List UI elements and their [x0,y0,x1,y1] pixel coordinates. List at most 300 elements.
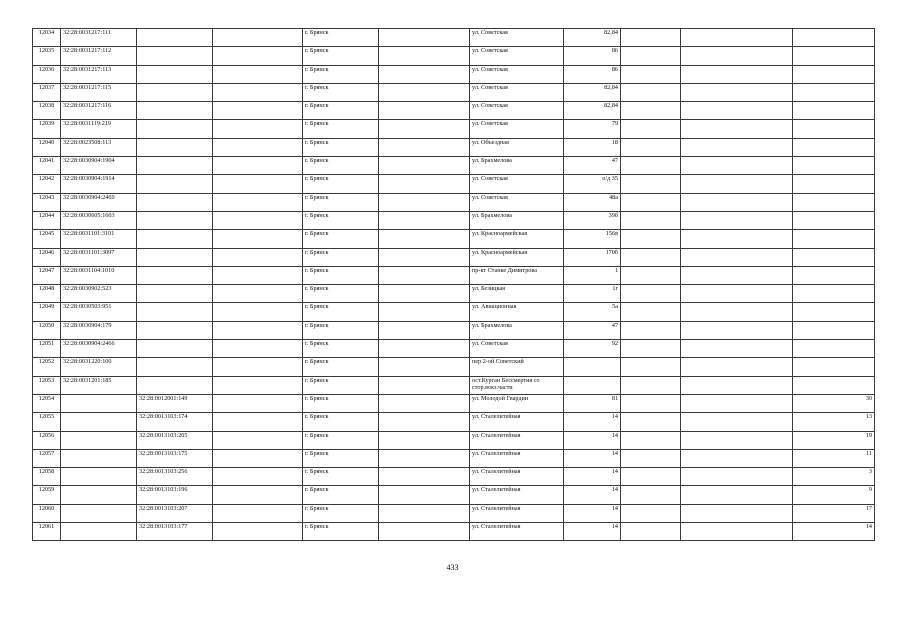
table-row [33,358,875,376]
cadastral-number-a-cell [61,431,137,449]
city-cell: г. Брянск [303,376,379,394]
table-row [33,504,875,522]
blank-cell-a [213,449,303,467]
cadastral-number-a-cell: 32:28:0031220:100 [61,358,137,376]
street-cell: ул. Молодой Гвардии [470,394,564,412]
cadastral-number-b-cell: 32:28:0013103:177 [137,523,213,541]
table-row [33,468,875,486]
street-cell: ул. Безицкая [470,285,564,303]
house-number-cell: 82,84 [564,83,621,101]
street-cell: ул. Сталелитейная [470,486,564,504]
row-number-cell: 12050 [33,321,61,339]
blank-cell-c [621,83,681,101]
table-row [33,340,875,358]
cadastral-number-a-cell: 32:28:0031217:111 [61,29,137,47]
street-cell: ост.Курган Бессмертия со стор.вокз.части [470,376,564,394]
blank-cell-c [621,65,681,83]
table-row [33,65,875,83]
blank-cell-b [379,303,470,321]
blank-cell-a [213,102,303,120]
city-cell: г. Брянск [303,65,379,83]
city-cell: г. Брянск [303,486,379,504]
row-number-cell: 12058 [33,468,61,486]
city-cell: г. Брянск [303,211,379,229]
blank-cell-d [681,449,793,467]
cadastral-number-a-cell: 32:28:0030503:951 [61,303,137,321]
table-row [33,157,875,175]
unit-number-cell [793,83,875,101]
unit-number-cell [793,211,875,229]
blank-cell-b [379,449,470,467]
street-cell: ул. Советская [470,193,564,211]
table-row [33,138,875,156]
row-number-cell: 12051 [33,340,61,358]
city-cell: г. Брянск [303,230,379,248]
unit-number-cell: 13 [793,413,875,431]
blank-cell-b [379,321,470,339]
table-row [33,193,875,211]
cadastral-number-a-cell: 32:28:0031217:116 [61,102,137,120]
blank-cell-a [213,120,303,138]
city-cell: г. Брянск [303,523,379,541]
page-number: 433 [446,563,459,572]
unit-number-cell: 11 [793,449,875,467]
street-cell: пер 2-ой Советский [470,358,564,376]
blank-cell-b [379,431,470,449]
unit-number-cell [793,266,875,284]
street-cell: ул. Советская [470,83,564,101]
unit-number-cell [793,376,875,394]
house-number-cell: 14 [564,486,621,504]
house-number-cell: о/д 35 [564,175,621,193]
table-row [33,376,875,394]
street-cell: ул. Брахмелова [470,211,564,229]
blank-cell-c [621,285,681,303]
row-number-cell: 12042 [33,175,61,193]
blank-cell-b [379,102,470,120]
cadastral-number-a-cell [61,486,137,504]
blank-cell-c [621,303,681,321]
blank-cell-c [621,340,681,358]
cadastral-number-b-cell [137,358,213,376]
street-cell: ул. Советская [470,47,564,65]
street-cell: ул. Брахмелова [470,321,564,339]
table-row [33,285,875,303]
blank-cell-b [379,358,470,376]
row-number-cell: 12047 [33,266,61,284]
house-number-cell: 14 [564,504,621,522]
blank-cell-c [621,175,681,193]
street-cell: ул. Красноармейская [470,248,564,266]
blank-cell-a [213,486,303,504]
row-number-cell: 12049 [33,303,61,321]
street-cell: ул. Сталелитейная [470,468,564,486]
blank-cell-c [621,193,681,211]
table-row [33,47,875,65]
cadastral-number-b-cell: 32:28:0013103:196 [137,486,213,504]
blank-cell-d [681,358,793,376]
row-number-cell: 12043 [33,193,61,211]
blank-cell-d [681,340,793,358]
city-cell: г. Брянск [303,138,379,156]
street-cell: ул. Советская [470,340,564,358]
blank-cell-c [621,504,681,522]
blank-cell-c [621,486,681,504]
blank-cell-d [681,175,793,193]
blank-cell-d [681,248,793,266]
table-row [33,486,875,504]
blank-cell-a [213,376,303,394]
house-number-cell: 82,84 [564,29,621,47]
city-cell: г. Брянск [303,504,379,522]
unit-number-cell: 17 [793,504,875,522]
blank-cell-b [379,47,470,65]
blank-cell-a [213,394,303,412]
blank-cell-d [681,376,793,394]
table-row [33,431,875,449]
row-number-cell: 12037 [33,83,61,101]
blank-cell-d [681,102,793,120]
cadastral-number-b-cell: 32:28:0013103:205 [137,431,213,449]
city-cell: г. Брянск [303,248,379,266]
table-row [33,83,875,101]
unit-number-cell [793,358,875,376]
street-cell: ул. Советская [470,65,564,83]
table-row [33,449,875,467]
blank-cell-b [379,175,470,193]
blank-cell-b [379,340,470,358]
cadastral-number-a-cell: 32:28:0031217:113 [61,65,137,83]
house-number-cell: 81 [564,394,621,412]
cadastral-number-a-cell: 32:28:0031201:185 [61,376,137,394]
blank-cell-d [681,321,793,339]
cadastral-number-b-cell [137,376,213,394]
unit-number-cell [793,303,875,321]
row-number-cell: 12041 [33,157,61,175]
unit-number-cell [793,102,875,120]
house-number-cell: 18 [564,138,621,156]
cadastral-number-a-cell: 32:28:0030904:179 [61,321,137,339]
blank-cell-b [379,65,470,83]
house-number-cell: 14 [564,449,621,467]
table-row [33,120,875,138]
blank-cell-b [379,285,470,303]
blank-cell-a [213,340,303,358]
cadastral-number-a-cell: 32:28:0031217:112 [61,47,137,65]
cadastral-number-b-cell [137,175,213,193]
street-cell: пр-кт Станке Димитрова [470,266,564,284]
row-number-cell: 12060 [33,504,61,522]
house-number-cell: 79 [564,120,621,138]
house-number-cell: 156в [564,230,621,248]
city-cell: г. Брянск [303,449,379,467]
cadastral-number-a-cell [61,413,137,431]
blank-cell-c [621,157,681,175]
house-number-cell: 14 [564,431,621,449]
cadastral-number-b-cell [137,230,213,248]
street-cell: ул. Сталелитейная [470,449,564,467]
city-cell: г. Брянск [303,303,379,321]
blank-cell-c [621,523,681,541]
blank-cell-a [213,431,303,449]
cadastral-number-a-cell: 32:28:0031101:3097 [61,248,137,266]
street-cell: ул. Объездная [470,138,564,156]
registry-table-body [33,29,875,541]
blank-cell-b [379,193,470,211]
house-number-cell [564,358,621,376]
row-number-cell: 12035 [33,47,61,65]
cadastral-number-a-cell: 32:28:0030904:1914 [61,175,137,193]
row-number-cell: 12056 [33,431,61,449]
blank-cell-b [379,83,470,101]
city-cell: г. Брянск [303,47,379,65]
blank-cell-a [213,248,303,266]
table-row [33,266,875,284]
cadastral-number-a-cell: 32:28:0031104:1010 [61,266,137,284]
city-cell: г. Брянск [303,431,379,449]
row-number-cell: 12054 [33,394,61,412]
blank-cell-a [213,358,303,376]
street-cell: ул. Сталелитейная [470,523,564,541]
blank-cell-c [621,468,681,486]
house-number-cell: 48а [564,193,621,211]
blank-cell-d [681,230,793,248]
blank-cell-b [379,120,470,138]
street-cell: ул. Советская [470,29,564,47]
blank-cell-b [379,248,470,266]
row-number-cell: 12061 [33,523,61,541]
blank-cell-b [379,211,470,229]
blank-cell-d [681,303,793,321]
cadastral-number-a-cell: 32:28:0031119:219 [61,120,137,138]
cadastral-number-a-cell [61,523,137,541]
registry-table [32,28,875,541]
city-cell: г. Брянск [303,413,379,431]
blank-cell-a [213,413,303,431]
city-cell: г. Брянск [303,193,379,211]
blank-cell-d [681,138,793,156]
row-number-cell: 12040 [33,138,61,156]
street-cell: ул. Советская [470,102,564,120]
blank-cell-d [681,29,793,47]
house-number-cell: 1 [564,266,621,284]
table-row [33,303,875,321]
blank-cell-c [621,138,681,156]
street-cell: ул. Советская [470,175,564,193]
cadastral-number-a-cell: 32:28:0030904:2466 [61,340,137,358]
blank-cell-a [213,303,303,321]
blank-cell-d [681,120,793,138]
blank-cell-b [379,29,470,47]
blank-cell-c [621,431,681,449]
house-number-cell: 86 [564,47,621,65]
blank-cell-c [621,120,681,138]
blank-cell-c [621,29,681,47]
blank-cell-c [621,266,681,284]
city-cell: г. Брянск [303,358,379,376]
unit-number-cell: 9 [793,486,875,504]
row-number-cell: 12059 [33,486,61,504]
cadastral-number-b-cell [137,321,213,339]
cadastral-number-b-cell [137,29,213,47]
blank-cell-b [379,266,470,284]
blank-cell-b [379,468,470,486]
cadastral-number-b-cell: 32:28:0013103:175 [137,449,213,467]
cadastral-number-b-cell [137,193,213,211]
cadastral-number-b-cell [137,120,213,138]
blank-cell-a [213,83,303,101]
cadastral-number-b-cell [137,303,213,321]
blank-cell-d [681,504,793,522]
house-number-cell: 92 [564,340,621,358]
row-number-cell: 12038 [33,102,61,120]
house-number-cell: 47 [564,321,621,339]
blank-cell-a [213,47,303,65]
blank-cell-c [621,47,681,65]
blank-cell-d [681,523,793,541]
city-cell: г. Брянск [303,83,379,101]
house-number-cell: 14 [564,413,621,431]
blank-cell-a [213,230,303,248]
cadastral-number-a-cell [61,394,137,412]
cadastral-number-b-cell [137,266,213,284]
row-number-cell: 12039 [33,120,61,138]
city-cell: г. Брянск [303,468,379,486]
unit-number-cell [793,230,875,248]
blank-cell-a [213,321,303,339]
street-cell: ул. Сталелитейная [470,413,564,431]
unit-number-cell: 3 [793,468,875,486]
blank-cell-a [213,523,303,541]
house-number-cell: 170б [564,248,621,266]
city-cell: г. Брянск [303,29,379,47]
blank-cell-c [621,230,681,248]
street-cell: ул. Авиационная [470,303,564,321]
city-cell: г. Брянск [303,157,379,175]
city-cell: г. Брянск [303,321,379,339]
unit-number-cell [793,175,875,193]
house-number-cell: 47 [564,157,621,175]
unit-number-cell [793,29,875,47]
blank-cell-d [681,431,793,449]
blank-cell-c [621,394,681,412]
street-cell: ул. Советская [470,120,564,138]
blank-cell-d [681,83,793,101]
house-number-cell: 5а [564,303,621,321]
table-row [33,175,875,193]
cadastral-number-b-cell [137,65,213,83]
table-row [33,321,875,339]
city-cell: г. Брянск [303,175,379,193]
blank-cell-b [379,394,470,412]
cadastral-number-a-cell: 32:28:0031101:3101 [61,230,137,248]
cadastral-number-b-cell: 32:28:0012001:149 [137,394,213,412]
cadastral-number-b-cell: 32:28:0013103:207 [137,504,213,522]
house-number-cell [564,376,621,394]
blank-cell-b [379,376,470,394]
unit-number-cell: 19 [793,431,875,449]
table-row [33,413,875,431]
blank-cell-a [213,29,303,47]
cadastral-number-b-cell: 32:28:0013103:256 [137,468,213,486]
unit-number-cell [793,138,875,156]
cadastral-number-b-cell [137,102,213,120]
blank-cell-d [681,266,793,284]
city-cell: г. Брянск [303,120,379,138]
unit-number-cell [793,47,875,65]
cadastral-number-b-cell [137,157,213,175]
city-cell: г. Брянск [303,266,379,284]
blank-cell-c [621,358,681,376]
cadastral-number-b-cell: 32:28:0013103:174 [137,413,213,431]
city-cell: г. Брянск [303,394,379,412]
blank-cell-a [213,468,303,486]
blank-cell-b [379,230,470,248]
cadastral-number-b-cell [137,47,213,65]
city-cell: г. Брянск [303,340,379,358]
row-number-cell: 12044 [33,211,61,229]
blank-cell-d [681,193,793,211]
cadastral-number-b-cell [137,340,213,358]
blank-cell-d [681,486,793,504]
street-cell: ул. Сталелитейная [470,431,564,449]
street-cell: ул. Сталелитейная [470,504,564,522]
house-number-cell: 1г [564,285,621,303]
row-number-cell: 12045 [33,230,61,248]
blank-cell-d [681,47,793,65]
blank-cell-c [621,449,681,467]
unit-number-cell [793,193,875,211]
cadastral-number-a-cell [61,449,137,467]
blank-cell-b [379,138,470,156]
cadastral-number-a-cell: 32:28:0031217:115 [61,83,137,101]
house-number-cell: 82,84 [564,102,621,120]
row-number-cell: 12046 [33,248,61,266]
table-row [33,230,875,248]
house-number-cell: 86 [564,65,621,83]
unit-number-cell [793,120,875,138]
unit-number-cell [793,65,875,83]
blank-cell-c [621,413,681,431]
street-cell: ул. Брахмелова [470,157,564,175]
table-row [33,523,875,541]
cadastral-number-a-cell: 32:28:0030904:1904 [61,157,137,175]
row-number-cell: 12057 [33,449,61,467]
cadastral-number-b-cell [137,138,213,156]
city-cell: г. Брянск [303,102,379,120]
cadastral-number-b-cell [137,248,213,266]
street-cell: ул. Красноармейская [470,230,564,248]
unit-number-cell: 14 [793,523,875,541]
blank-cell-c [621,102,681,120]
blank-cell-b [379,157,470,175]
blank-cell-a [213,285,303,303]
blank-cell-b [379,486,470,504]
blank-cell-a [213,65,303,83]
cadastral-number-a-cell: 32:28:0030902:523 [61,285,137,303]
blank-cell-c [621,248,681,266]
table-row [33,248,875,266]
cadastral-number-a-cell: 32:28:0023508:113 [61,138,137,156]
blank-cell-d [681,157,793,175]
table-row [33,102,875,120]
blank-cell-d [681,468,793,486]
unit-number-cell [793,340,875,358]
blank-cell-d [681,65,793,83]
blank-cell-d [681,211,793,229]
blank-cell-c [621,321,681,339]
table-row [33,29,875,47]
